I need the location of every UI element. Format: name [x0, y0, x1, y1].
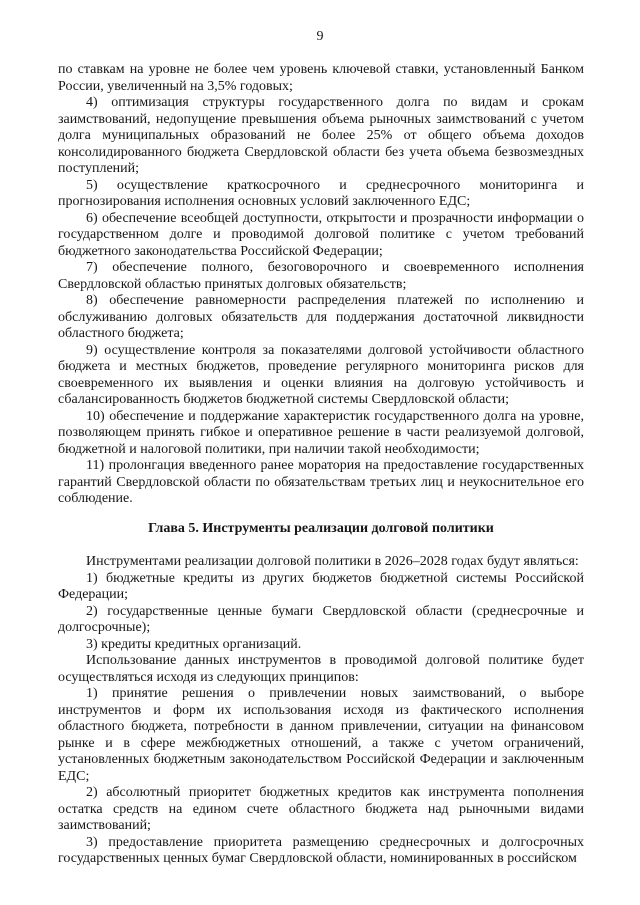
paragraph: 2) государственные ценные бумаги Свердловской области (среднесрочные и долгосрочные); [58, 603, 584, 635]
paragraph: 5) осуществление краткосрочного и среднесрочного мониторинга и прогнозирования исполнения основных условий заключенного ЕДС; [58, 177, 584, 209]
paragraph: 8) обеспечение равномерности распределения платежей по исполнению и обслуживанию долговых обязательств для поддержания достаточной ликвидности областного бюджета; [58, 293, 584, 341]
paragraph: 2) абсолютный приоритет бюджетных кредитов как инструмента пополнения остатка средств на едином счете областного бюджета над рыночными видами заимствований; [58, 785, 584, 833]
paragraph: 10) обеспечение и поддержание характеристик государственного долга на уровне, позволяющем принять гибкое и оперативное решение в части реализуемой долговой, бюджетной и налоговой политики, при наличии такой необходимости; [58, 408, 584, 457]
paragraph: 7) обеспечение полного, безоговорочного и своевременного исполнения Свердловской областью принятых долговых обязательств; [58, 260, 584, 292]
document-body [58, 62, 584, 868]
chapter-heading: Глава 5. Инструменты реализации долговой политики [148, 520, 494, 536]
paragraph: 3) кредиты кредитных организаций. [86, 636, 302, 652]
paragraph: 6) обеспечение всеобщей доступности, открытости и прозрачности информации о государственном долге и проводимой долговой политике с учетом требований бюджетного законодательства Российской Федерации; [58, 210, 584, 259]
paragraph: Использование данных инструментов в проводимой долговой политике будет осуществляться исходя из следующих принципов: [58, 653, 584, 685]
paragraph: 9) осуществление контроля за показателями долговой устойчивости областного бюджета и местных бюджетов, проведение регулярного мониторинга рисков для своевременного их выявления и оценки влияния на долговую устойчивость и сбалансированность бюджетов бюджетной системы Свердловской области; [58, 342, 584, 407]
paragraph: по ставкам на уровне не более чем уровень ключевой ставки, установленный Банком России, увеличенный на 3,5% годовых; [58, 62, 584, 94]
paragraph: 1) принятие решения о привлечении новых заимствований, о выборе инструментов и форм их использования исходя из фактического исполнения областного бюджета, потребности в данном привлечении, ситуации на финансовом рынке и в сфере межбюджетных отношений, а также с учетом ограничений, установленных бюджетным законодательством Российской Федерации и заключенным ЕДС; [58, 686, 584, 784]
paragraph: 11) пролонгация введенного ранее моратория на предоставление государственных гарантий Свердловской области по обязательствам третьих лиц и неукоснительное его соблюдение. [58, 458, 584, 506]
paragraph: Инструментами реализации долговой политики в 2026–2028 годах будут являться: [86, 554, 579, 569]
paragraph: 1) бюджетные кредиты из других бюджетов бюджетной системы Российской Федерации; [58, 570, 584, 602]
page-number: 9 [316, 29, 324, 44]
paragraph: 4) оптимизация структуры государственного долга по видам и срокам заимствований, недопущение превышения объема рыночных заимствований с учетом долга муниципальных образований не более 25% от общего объема доходов консолидированного бюджета Свердловской области без учета объема безвозмездных поступлений; [58, 95, 584, 176]
paragraph: 3) предоставление приоритета размещению среднесрочных и долгосрочных государственных ценных бумаг Свердловской области, номинированных в российском [58, 834, 584, 866]
